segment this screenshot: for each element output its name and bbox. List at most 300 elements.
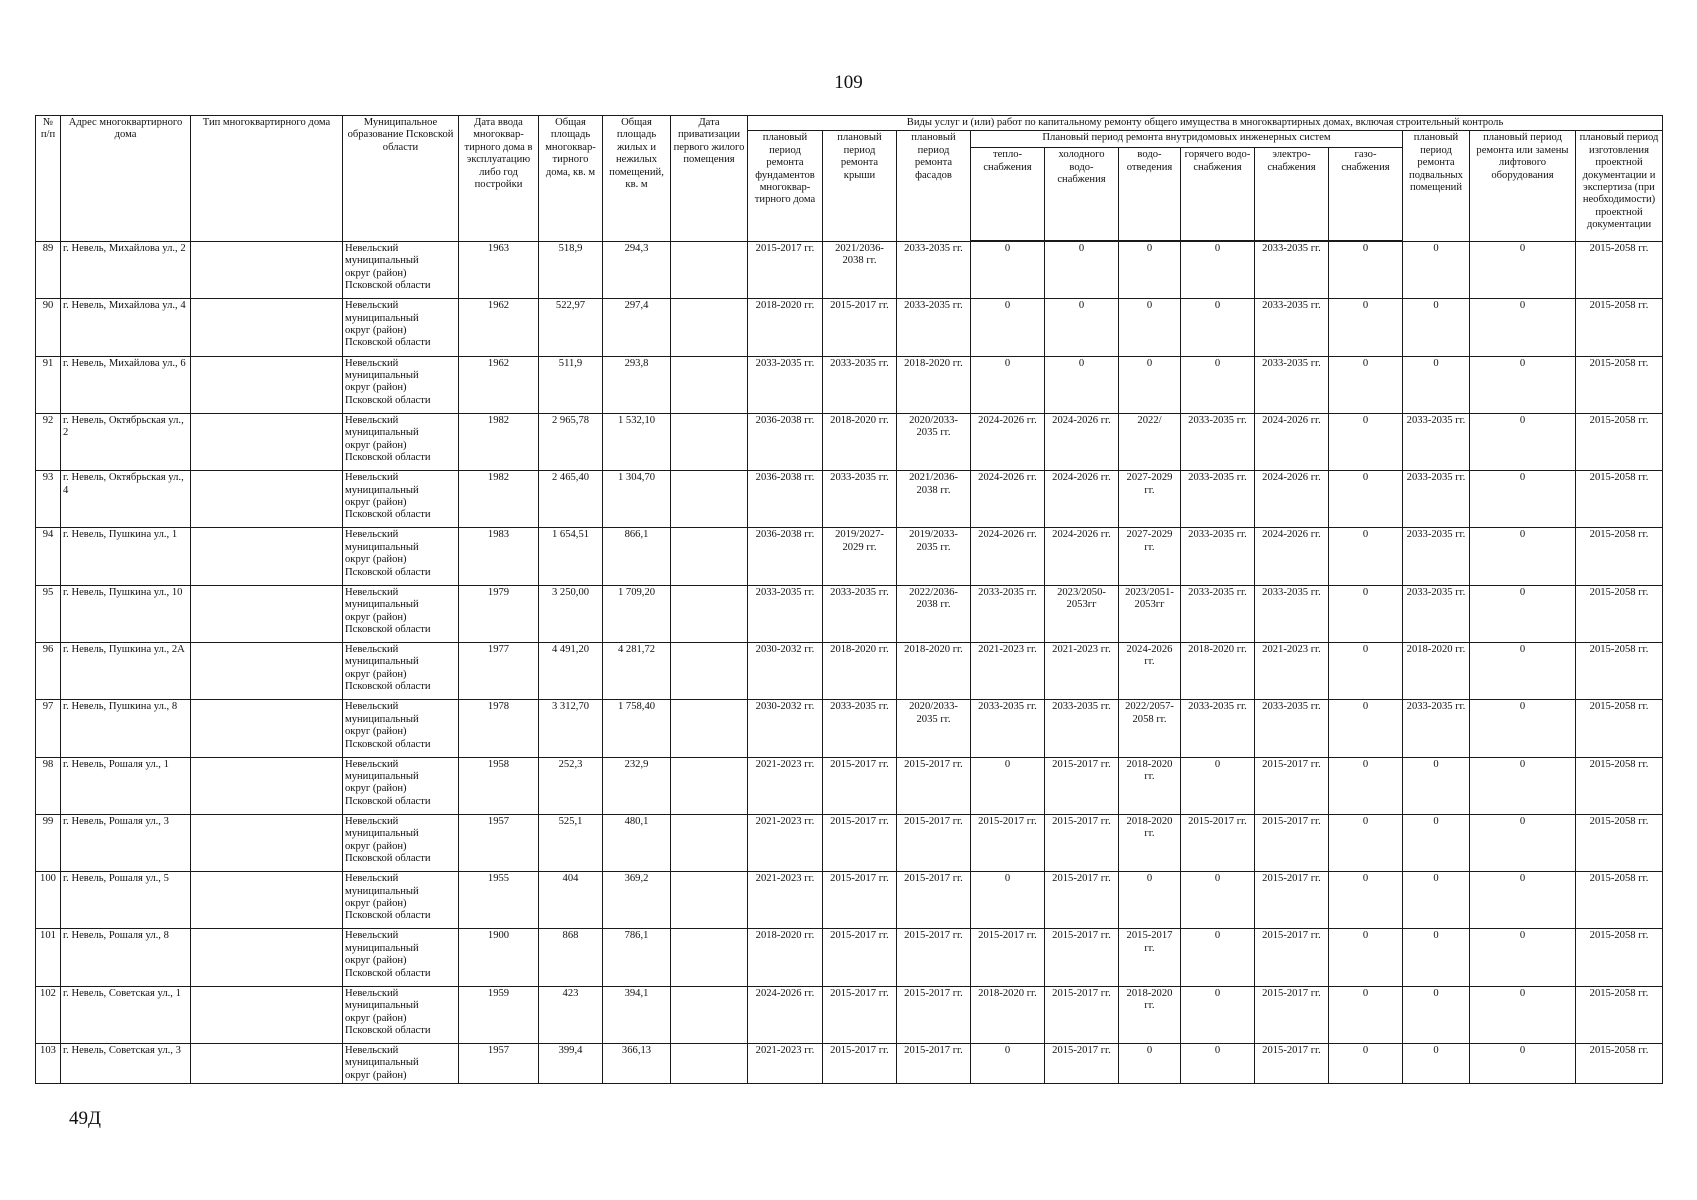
cell-gas: 0: [1329, 241, 1403, 298]
cell-year: 1982: [459, 413, 539, 470]
cell-roof: 2019/2027-2029 гг.: [823, 528, 897, 585]
cell-num: 102: [36, 986, 61, 1043]
table-row: [36, 471, 1663, 528]
header-engineering-group: Плановый период ремонта внутридомовых инженерных систем: [971, 131, 1403, 148]
cell-design: 2015-2058 гг.: [1576, 585, 1663, 642]
cell-hot-water: 2033-2035 гг.: [1181, 585, 1255, 642]
cell-cold-water: 0: [1045, 241, 1119, 298]
table-row: [36, 585, 1663, 642]
cell-total-area: 399,4: [539, 1044, 603, 1084]
cell-design: 2015-2058 гг.: [1576, 642, 1663, 699]
cell-roof: 2015-2017 гг.: [823, 1044, 897, 1084]
header-living-area: Общая площадь жилых и нежилых помещений, кв. м: [603, 116, 671, 242]
header-foundation: плановый период ремонта фундаментов многоквар-тирного дома: [748, 131, 823, 242]
cell-foundation: 2021-2023 гг.: [748, 757, 823, 814]
cell-elevator: 0: [1470, 356, 1576, 413]
cell-heating: 2033-2035 гг.: [971, 700, 1045, 757]
table-row: [36, 1044, 1663, 1084]
cell-type: [191, 700, 343, 757]
cell-address: г. Невель, Рошаля ул., 8: [61, 929, 191, 986]
cell-design: 2015-2058 гг.: [1576, 872, 1663, 929]
cell-elevator: 0: [1470, 1044, 1576, 1084]
cell-electricity: 2015-2017 гг.: [1255, 872, 1329, 929]
cell-foundation: 2036-2038 гг.: [748, 471, 823, 528]
header-gas: газо-снабжения: [1329, 148, 1403, 242]
table-row: [36, 814, 1663, 871]
cell-type: [191, 413, 343, 470]
cell-municipality: Невельский муниципальный округ (район) Псковской области: [343, 757, 459, 814]
cell-electricity: 2033-2035 гг.: [1255, 356, 1329, 413]
table-row: [36, 413, 1663, 470]
cell-year: 1963: [459, 241, 539, 298]
cell-elevator: 0: [1470, 471, 1576, 528]
cell-gas: 0: [1329, 929, 1403, 986]
cell-sewerage: 2024-2026 гг.: [1119, 642, 1181, 699]
cell-facade: 2021/2036-2038 гг.: [897, 471, 971, 528]
cell-living-area: 786,1: [603, 929, 671, 986]
header-works-group: Виды услуг и (или) работ по капитальному ремонту общего имущества в многоквартирных домах, включая строительный контроль: [748, 116, 1663, 131]
cell-foundation: 2024-2026 гг.: [748, 986, 823, 1043]
cell-electricity: 2033-2035 гг.: [1255, 585, 1329, 642]
table-row: [36, 872, 1663, 929]
cell-heating: 0: [971, 299, 1045, 356]
cell-facade: 2018-2020 гг.: [897, 642, 971, 699]
cell-foundation: 2021-2023 гг.: [748, 814, 823, 871]
cell-electricity: 2015-2017 гг.: [1255, 1044, 1329, 1084]
cell-electricity: 2024-2026 гг.: [1255, 413, 1329, 470]
cell-electricity: 2033-2035 гг.: [1255, 299, 1329, 356]
header-cold-water: холодного водо-снабжения: [1045, 148, 1119, 242]
cell-roof: 2015-2017 гг.: [823, 929, 897, 986]
cell-living-area: 866,1: [603, 528, 671, 585]
cell-roof: 2018-2020 гг.: [823, 642, 897, 699]
cell-type: [191, 642, 343, 699]
cell-privatization: [671, 585, 748, 642]
cell-heating: 2024-2026 гг.: [971, 471, 1045, 528]
cell-facade: 2020/2033-2035 гг.: [897, 700, 971, 757]
cell-basement: 0: [1403, 929, 1470, 986]
cell-total-area: 1 654,51: [539, 528, 603, 585]
cell-cold-water: 2024-2026 гг.: [1045, 413, 1119, 470]
cell-gas: 0: [1329, 413, 1403, 470]
cell-elevator: 0: [1470, 585, 1576, 642]
cell-privatization: [671, 528, 748, 585]
cell-total-area: 518,9: [539, 241, 603, 298]
cell-total-area: 522,97: [539, 299, 603, 356]
cell-num: 90: [36, 299, 61, 356]
cell-cold-water: 2015-2017 гг.: [1045, 872, 1119, 929]
cell-type: [191, 929, 343, 986]
cell-elevator: 0: [1470, 299, 1576, 356]
cell-total-area: 511,9: [539, 356, 603, 413]
cell-privatization: [671, 241, 748, 298]
cell-design: 2015-2058 гг.: [1576, 757, 1663, 814]
cell-municipality: Невельский муниципальный округ (район) Псковской области: [343, 356, 459, 413]
cell-gas: 0: [1329, 814, 1403, 871]
cell-heating: 0: [971, 872, 1045, 929]
cell-year: 1957: [459, 1044, 539, 1084]
cell-municipality: Невельский муниципальный округ (район) Псковской области: [343, 471, 459, 528]
header-design-docs: плановый период изготовления проектной документации и экспертиза (при необходимости) проектной документации: [1576, 131, 1663, 242]
cell-num: 101: [36, 929, 61, 986]
cell-privatization: [671, 471, 748, 528]
cell-facade: 2015-2017 гг.: [897, 986, 971, 1043]
cell-municipality: Невельский муниципальный округ (район) Псковской области: [343, 872, 459, 929]
cell-privatization: [671, 299, 748, 356]
cell-privatization: [671, 929, 748, 986]
cell-gas: 0: [1329, 986, 1403, 1043]
cell-electricity: 2033-2035 гг.: [1255, 700, 1329, 757]
cell-sewerage: 0: [1119, 241, 1181, 298]
cell-privatization: [671, 757, 748, 814]
cell-year: 1983: [459, 528, 539, 585]
cell-foundation: 2036-2038 гг.: [748, 413, 823, 470]
cell-year: 1962: [459, 356, 539, 413]
header-municipality: Муниципальное образование Псковской области: [343, 116, 459, 242]
cell-electricity: 2033-2035 гг.: [1255, 241, 1329, 298]
cell-gas: 0: [1329, 299, 1403, 356]
cell-gas: 0: [1329, 1044, 1403, 1084]
cell-type: [191, 299, 343, 356]
cell-type: [191, 757, 343, 814]
cell-year: 1979: [459, 585, 539, 642]
cell-num: 97: [36, 700, 61, 757]
table-row: [36, 356, 1663, 413]
cell-total-area: 252,3: [539, 757, 603, 814]
cell-roof: 2033-2035 гг.: [823, 471, 897, 528]
cell-basement: 0: [1403, 986, 1470, 1043]
cell-roof: 2015-2017 гг.: [823, 986, 897, 1043]
cell-elevator: 0: [1470, 241, 1576, 298]
cell-municipality: Невельский муниципальный округ (район) Псковской области: [343, 642, 459, 699]
cell-hot-water: 2033-2035 гг.: [1181, 700, 1255, 757]
cell-roof: 2018-2020 гг.: [823, 413, 897, 470]
cell-heating: 2018-2020 гг.: [971, 986, 1045, 1043]
cell-total-area: 404: [539, 872, 603, 929]
cell-address: г. Невель, Советская ул., 1: [61, 986, 191, 1043]
cell-roof: 2033-2035 гг.: [823, 700, 897, 757]
cell-num: 99: [36, 814, 61, 871]
cell-sewerage: 0: [1119, 872, 1181, 929]
cell-sewerage: 2022/: [1119, 413, 1181, 470]
cell-municipality: Невельский муниципальный округ (район) Псковской области: [343, 241, 459, 298]
cell-cold-water: 2024-2026 гг.: [1045, 471, 1119, 528]
cell-gas: 0: [1329, 700, 1403, 757]
cell-basement: 2033-2035 гг.: [1403, 528, 1470, 585]
cell-gas: 0: [1329, 872, 1403, 929]
cell-hot-water: 0: [1181, 1044, 1255, 1084]
cell-facade: 2033-2035 гг.: [897, 241, 971, 298]
cell-privatization: [671, 872, 748, 929]
cell-year: 1957: [459, 814, 539, 871]
cell-foundation: 2036-2038 гг.: [748, 528, 823, 585]
cell-privatization: [671, 413, 748, 470]
cell-roof: 2033-2035 гг.: [823, 585, 897, 642]
cell-type: [191, 471, 343, 528]
cell-foundation: 2018-2020 гг.: [748, 929, 823, 986]
cell-hot-water: 0: [1181, 872, 1255, 929]
header-total-area: Общая площадь многоквар-тирного дома, кв. м: [539, 116, 603, 242]
cell-roof: 2015-2017 гг.: [823, 872, 897, 929]
cell-heating: 2024-2026 гг.: [971, 528, 1045, 585]
cell-total-area: 4 491,20: [539, 642, 603, 699]
cell-num: 95: [36, 585, 61, 642]
cell-cold-water: 2015-2017 гг.: [1045, 929, 1119, 986]
cell-type: [191, 356, 343, 413]
cell-address: г. Невель, Советская ул., 3: [61, 1044, 191, 1084]
cell-total-area: 868: [539, 929, 603, 986]
cell-cold-water: 0: [1045, 356, 1119, 413]
cell-gas: 0: [1329, 471, 1403, 528]
cell-municipality: Невельский муниципальный округ (район): [343, 1044, 459, 1084]
cell-address: г. Невель, Пушкина ул., 8: [61, 700, 191, 757]
cell-electricity: 2015-2017 гг.: [1255, 986, 1329, 1043]
cell-address: г. Невель, Михайлова ул., 6: [61, 356, 191, 413]
cell-roof: 2015-2017 гг.: [823, 814, 897, 871]
cell-municipality: Невельский муниципальный округ (район) Псковской области: [343, 700, 459, 757]
cell-facade: 2018-2020 гг.: [897, 356, 971, 413]
table-row: [36, 700, 1663, 757]
cell-foundation: 2030-2032 гг.: [748, 700, 823, 757]
header-elevator: плановый период ремонта или замены лифтового оборудования: [1470, 131, 1576, 242]
cell-hot-water: 0: [1181, 356, 1255, 413]
cell-type: [191, 528, 343, 585]
cell-roof: 2021/2036-2038 гг.: [823, 241, 897, 298]
cell-facade: 2033-2035 гг.: [897, 299, 971, 356]
cell-year: 1962: [459, 299, 539, 356]
header-address: Адрес многоквартирного дома: [61, 116, 191, 242]
cell-sewerage: 2023/2051-2053гг: [1119, 585, 1181, 642]
cell-municipality: Невельский муниципальный округ (район) Псковской области: [343, 528, 459, 585]
cell-total-area: 3 250,00: [539, 585, 603, 642]
cell-heating: 0: [971, 241, 1045, 298]
cell-living-area: 232,9: [603, 757, 671, 814]
cell-type: [191, 241, 343, 298]
cell-basement: 0: [1403, 757, 1470, 814]
cell-hot-water: 0: [1181, 241, 1255, 298]
cell-elevator: 0: [1470, 413, 1576, 470]
cell-elevator: 0: [1470, 814, 1576, 871]
cell-privatization: [671, 986, 748, 1043]
cell-elevator: 0: [1470, 757, 1576, 814]
cell-type: [191, 814, 343, 871]
cell-address: г. Невель, Рошаля ул., 5: [61, 872, 191, 929]
cell-hot-water: 2015-2017 гг.: [1181, 814, 1255, 871]
cell-basement: 0: [1403, 241, 1470, 298]
cell-basement: 0: [1403, 356, 1470, 413]
cell-address: г. Невель, Пушкина ул., 10: [61, 585, 191, 642]
table-row: [36, 929, 1663, 986]
cell-num: 96: [36, 642, 61, 699]
cell-design: 2015-2058 гг.: [1576, 986, 1663, 1043]
page-number: 109: [834, 72, 863, 93]
cell-foundation: 2033-2035 гг.: [748, 585, 823, 642]
cell-roof: 2015-2017 гг.: [823, 757, 897, 814]
cell-heating: 2024-2026 гг.: [971, 413, 1045, 470]
cell-living-area: 4 281,72: [603, 642, 671, 699]
header-roof: плановый период ремонта крыши: [823, 131, 897, 242]
cell-municipality: Невельский муниципальный округ (район) Псковской области: [343, 814, 459, 871]
cell-electricity: 2015-2017 гг.: [1255, 814, 1329, 871]
cell-elevator: 0: [1470, 929, 1576, 986]
cell-elevator: 0: [1470, 642, 1576, 699]
table-row: [36, 757, 1663, 814]
cell-privatization: [671, 356, 748, 413]
cell-sewerage: 2018-2020 гг.: [1119, 986, 1181, 1043]
header-commission-date: Дата ввода многоквар-тирного дома в эксплуатацию либо год постройки: [459, 116, 539, 242]
cell-heating: 0: [971, 1044, 1045, 1084]
cell-design: 2015-2058 гг.: [1576, 528, 1663, 585]
cell-design: 2015-2058 гг.: [1576, 929, 1663, 986]
cell-year: 1978: [459, 700, 539, 757]
cell-living-area: 366,13: [603, 1044, 671, 1084]
cell-facade: 2020/2033-2035 гг.: [897, 413, 971, 470]
cell-facade: 2015-2017 гг.: [897, 814, 971, 871]
table-body: [36, 241, 1663, 1083]
cell-electricity: 2024-2026 гг.: [1255, 471, 1329, 528]
cell-hot-water: 0: [1181, 757, 1255, 814]
cell-hot-water: 0: [1181, 929, 1255, 986]
cell-living-area: 297,4: [603, 299, 671, 356]
cell-total-area: 3 312,70: [539, 700, 603, 757]
cell-year: 1958: [459, 757, 539, 814]
cell-gas: 0: [1329, 356, 1403, 413]
cell-facade: 2015-2017 гг.: [897, 872, 971, 929]
cell-electricity: 2015-2017 гг.: [1255, 757, 1329, 814]
cell-facade: 2015-2017 гг.: [897, 757, 971, 814]
cell-cold-water: 2015-2017 гг.: [1045, 986, 1119, 1043]
cell-hot-water: 0: [1181, 986, 1255, 1043]
cell-municipality: Невельский муниципальный округ (район) Псковской области: [343, 299, 459, 356]
cell-electricity: 2021-2023 гг.: [1255, 642, 1329, 699]
cell-heating: 2015-2017 гг.: [971, 814, 1045, 871]
footer-code: 49Д: [69, 1108, 101, 1129]
cell-sewerage: 2018-2020 гг.: [1119, 814, 1181, 871]
cell-foundation: 2015-2017 гг.: [748, 241, 823, 298]
header-hot-water: горячего водо-снабжения: [1181, 148, 1255, 242]
cell-basement: 2033-2035 гг.: [1403, 471, 1470, 528]
cell-total-area: 2 465,40: [539, 471, 603, 528]
cell-address: г. Невель, Октябрьская ул., 4: [61, 471, 191, 528]
header-sewerage: водо-отведения: [1119, 148, 1181, 242]
cell-heating: 0: [971, 356, 1045, 413]
cell-cold-water: 2015-2017 гг.: [1045, 1044, 1119, 1084]
cell-sewerage: 2018-2020 гг.: [1119, 757, 1181, 814]
cell-living-area: 1 532,10: [603, 413, 671, 470]
cell-elevator: 0: [1470, 700, 1576, 757]
table-row: [36, 642, 1663, 699]
cell-foundation: 2018-2020 гг.: [748, 299, 823, 356]
cell-address: г. Невель, Октябрьская ул., 2: [61, 413, 191, 470]
cell-municipality: Невельский муниципальный округ (район) Псковской области: [343, 986, 459, 1043]
cell-electricity: 2015-2017 гг.: [1255, 929, 1329, 986]
cell-cold-water: 2024-2026 гг.: [1045, 528, 1119, 585]
cell-facade: 2015-2017 гг.: [897, 1044, 971, 1084]
cell-num: 89: [36, 241, 61, 298]
cell-elevator: 0: [1470, 528, 1576, 585]
cell-sewerage: 0: [1119, 356, 1181, 413]
cell-electricity: 2024-2026 гг.: [1255, 528, 1329, 585]
cell-foundation: 2021-2023 гг.: [748, 872, 823, 929]
cell-facade: 2022/2036-2038 гг.: [897, 585, 971, 642]
cell-privatization: [671, 814, 748, 871]
cell-num: 103: [36, 1044, 61, 1084]
cell-basement: 2033-2035 гг.: [1403, 585, 1470, 642]
cell-hot-water: 2033-2035 гг.: [1181, 528, 1255, 585]
cell-sewerage: 2027-2029 гг.: [1119, 471, 1181, 528]
header-electricity: электро-снабжения: [1255, 148, 1329, 242]
header-heating: тепло-снабжения: [971, 148, 1045, 242]
cell-living-area: 394,1: [603, 986, 671, 1043]
cell-privatization: [671, 642, 748, 699]
cell-living-area: 1 709,20: [603, 585, 671, 642]
cell-address: г. Невель, Рошаля ул., 1: [61, 757, 191, 814]
cell-hot-water: 2033-2035 гг.: [1181, 471, 1255, 528]
cell-hot-water: 2018-2020 гг.: [1181, 642, 1255, 699]
cell-num: 91: [36, 356, 61, 413]
cell-gas: 0: [1329, 528, 1403, 585]
cell-cold-water: 0: [1045, 299, 1119, 356]
cell-living-area: 369,2: [603, 872, 671, 929]
cell-living-area: 294,3: [603, 241, 671, 298]
cell-year: 1977: [459, 642, 539, 699]
cell-basement: 0: [1403, 1044, 1470, 1084]
cell-type: [191, 1044, 343, 1084]
cell-roof: 2015-2017 гг.: [823, 299, 897, 356]
cell-cold-water: 2015-2017 гг.: [1045, 757, 1119, 814]
header-basement: плановый период ремонта подвальных помещений: [1403, 131, 1470, 242]
cell-facade: 2019/2033-2035 гг.: [897, 528, 971, 585]
cell-type: [191, 872, 343, 929]
header-num: № п/п: [36, 116, 61, 242]
cell-address: г. Невель, Пушкина ул., 1: [61, 528, 191, 585]
cell-municipality: Невельский муниципальный округ (район) Псковской области: [343, 585, 459, 642]
cell-facade: 2015-2017 гг.: [897, 929, 971, 986]
cell-heating: 2015-2017 гг.: [971, 929, 1045, 986]
cell-hot-water: 0: [1181, 299, 1255, 356]
cell-living-area: 1 758,40: [603, 700, 671, 757]
cell-hot-water: 2033-2035 гг.: [1181, 413, 1255, 470]
cell-privatization: [671, 1044, 748, 1084]
cell-municipality: Невельский муниципальный округ (район) Псковской области: [343, 413, 459, 470]
cell-num: 94: [36, 528, 61, 585]
table-row: [36, 299, 1663, 356]
cell-living-area: 1 304,70: [603, 471, 671, 528]
cell-foundation: 2021-2023 гг.: [748, 1044, 823, 1084]
cell-elevator: 0: [1470, 872, 1576, 929]
cell-sewerage: 0: [1119, 299, 1181, 356]
cell-basement: 0: [1403, 872, 1470, 929]
cell-sewerage: 2027-2029 гг.: [1119, 528, 1181, 585]
cell-municipality: Невельский муниципальный округ (район) Псковской области: [343, 929, 459, 986]
cell-heating: 2033-2035 гг.: [971, 585, 1045, 642]
cell-total-area: 423: [539, 986, 603, 1043]
cell-design: 2015-2058 гг.: [1576, 299, 1663, 356]
cell-type: [191, 986, 343, 1043]
cell-address: г. Невель, Рошаля ул., 3: [61, 814, 191, 871]
cell-cold-water: 2015-2017 гг.: [1045, 814, 1119, 871]
cell-living-area: 480,1: [603, 814, 671, 871]
cell-address: г. Невель, Михайлова ул., 2: [61, 241, 191, 298]
cell-year: 1900: [459, 929, 539, 986]
cell-sewerage: 0: [1119, 1044, 1181, 1084]
table-row: [36, 241, 1663, 298]
cell-sewerage: 2022/2057-2058 гг.: [1119, 700, 1181, 757]
table-row: [36, 528, 1663, 585]
cell-cold-water: 2023/2050-2053гг: [1045, 585, 1119, 642]
header-type: Тип многоквартирного дома: [191, 116, 343, 242]
cell-design: 2015-2058 гг.: [1576, 471, 1663, 528]
